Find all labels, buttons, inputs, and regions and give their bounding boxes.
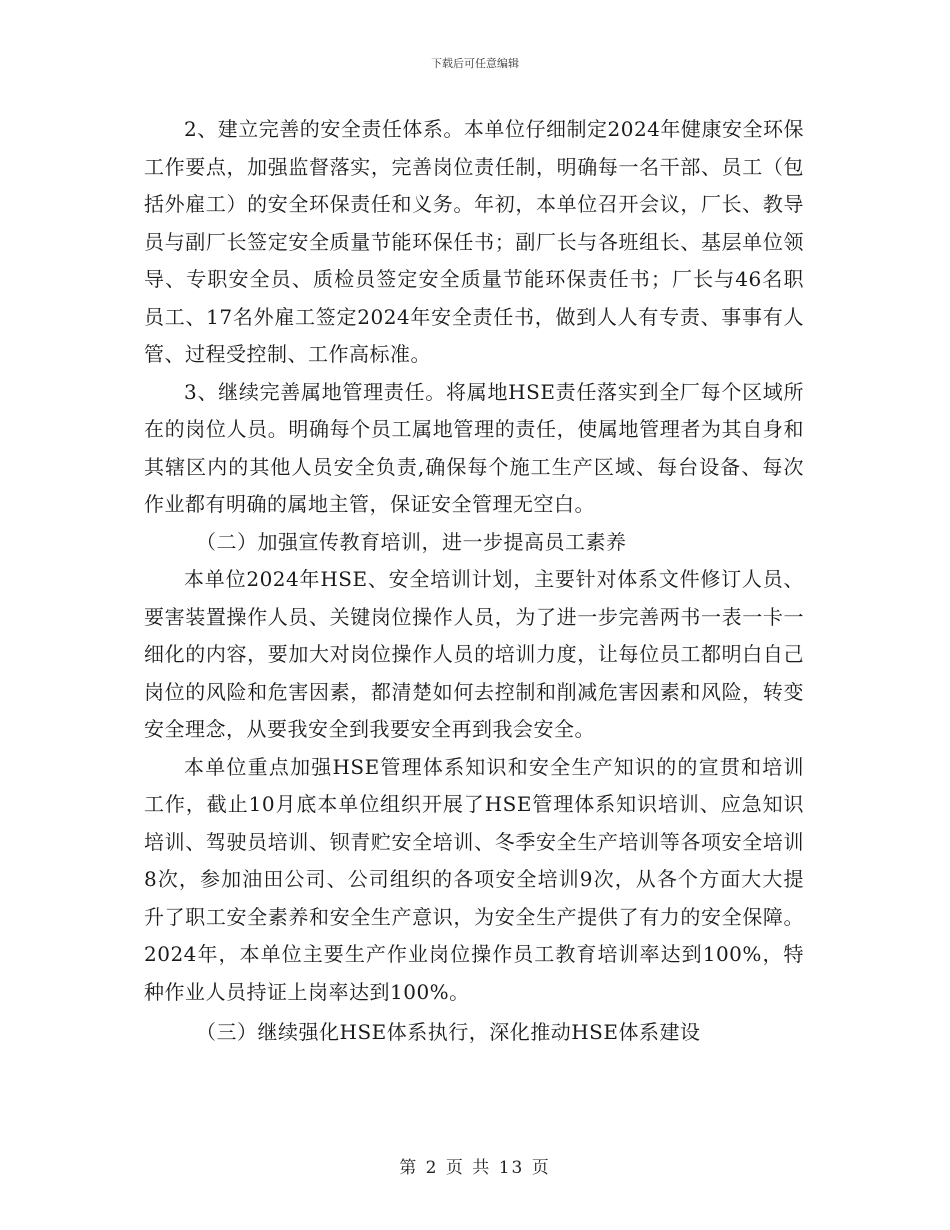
page-footer-number: 第 2 页 共 13 页 bbox=[399, 1158, 551, 1178]
section-heading-hse-system: （三）继续强化HSE体系执行，深化推动HSE体系建设 bbox=[196, 1020, 701, 1044]
page-header-note: 下载后可任意编辑 bbox=[431, 57, 519, 70]
paragraph-training-results: 本单位重点加强HSE管理体系知识和安全生产知识的的宣贯和培训工作，截止10月底本单位组织开展了HSE管理体系知识培训、应急知识培训、驾驶员培训、钡青贮安全培训、冬季安全生产培训等各项安全培训8次，参加油田公司、公司组织的各项安全培训9次，从各个方面大大提升了职工安全素养和安全生产意识，为安全生产提供了有力的安全保障。2024年，本单位主要生产作业岗位操作员工教育培训率达到100%，特种作业人员持证上岗率达到100%。 bbox=[144, 754, 804, 1004]
paragraph-training-plan: 本单位2024年HSE、安全培训计划，主要针对体系文件修订人员、要害装置操作人员、关键岗位操作人员，为了进一步完善两书一表一卡一细化的内容，要加大对岗位操作人员的培训力度，让每位员工都明白自己岗位的风险和危害因素，都清楚如何去控制和削减危害因素和风险，转变安全理念，从要我安全到我要安全再到我会安全。 bbox=[144, 567, 804, 741]
paragraph-responsibility-system: 2、建立完善的安全责任体系。本单位仔细制定2024年健康安全环保工作要点，加强监督落实，完善岗位责任制，明确每一名干部、员工（包括外雇工）的安全环保责任和义务。年初，本单位召开会议，厂长、教导员与副厂长签定安全质量节能环保任书；副厂长与各班组长、基层单位领导、专职安全员、质检员签定安全质量节能环保责任书；厂长与46名职员工、17名外雇工签定2024年安全责任书，做到人人有专责、事事有人管、过程受控制、工作高标准。 bbox=[144, 117, 804, 366]
document-body bbox=[144, 111, 804, 1052]
paragraph-territorial-management: 3、继续完善属地管理责任。将属地HSE责任落实到全厂每个区域所在的岗位人员。明确每个员工属地管理的责任，使属地管理者为其自身和其辖区内的其他人员安全负责,确保每个施工生产区域、每台设备、每次作业都有明确的属地主管，保证安全管理无空白。 bbox=[144, 379, 804, 516]
section-heading-training: （二）加强宣传教育培训，进一步提高员工素养 bbox=[196, 529, 627, 554]
